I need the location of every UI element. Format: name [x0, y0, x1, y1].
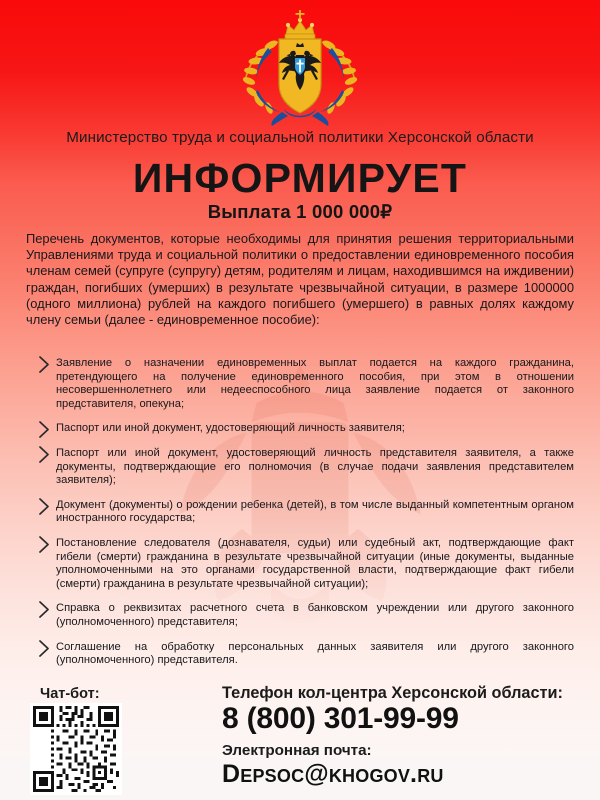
- list-item: [38, 447, 574, 488]
- list-item: [38, 602, 574, 629]
- list-item-text: Паспорт или иной документ, удостоверяющий личность заявителя;: [56, 422, 405, 435]
- list-item-text: Постановление следователя (дознавателя, судьи) или судебный акт, подтверждающие факт гибели (смерти) гражданина в результате чрезвычайной ситуации (иные документы, выданные уполномоченными на это органами государственной власти, подтверждающие факт гибели (смерти) гражданина в результате чрезвычайной ситуации);: [56, 536, 574, 590]
- email-label: Электронная почта:: [222, 742, 372, 759]
- ministry-title: Министерство труда и социальной политики Херсонской области: [66, 129, 534, 146]
- payout-amount: Выплата 1 000 000₽: [207, 201, 393, 222]
- list-item-text: Паспорт или иной документ, удостоверяющий личность представителя заявителя, а также документы, подтверждающие его полномочия (в случае подачи заявления представителем заявителя);: [56, 446, 574, 487]
- phone-number[interactable]: 8 (800) 301-99-99: [222, 702, 459, 735]
- list-item-text: Заявление о назначении единовременных выплат подается на каждого гражданина, претендующего на получение единовременного пособия, при этом в отношении несовершеннолетнего или недееспособного лица заявление подается от законного представителя, опекуна;: [56, 357, 574, 410]
- list-item: [38, 499, 574, 526]
- chatbot-label: Чат-бот:: [40, 686, 100, 702]
- chevron-right-icon: [38, 536, 51, 553]
- list-item-text: Соглашение на обработку персональных данных заявителя или другого законного (уполномоченного) представителя.: [56, 640, 574, 667]
- callcenter-label: Телефон кол-центра Херсонской области:: [222, 684, 563, 702]
- qr-code[interactable]: [30, 703, 122, 795]
- coat-of-arms: [0, 8, 600, 128]
- list-item: [38, 537, 574, 591]
- documents-list: [38, 357, 574, 668]
- chevron-right-icon: [38, 446, 51, 463]
- email-address[interactable]: Depsoc@khogov.ru: [222, 760, 444, 788]
- intro-paragraph: Перечень документов, которые необходимы для принятия решения территориальными Управлениями труда и социальной политики о предоставлении единовременного пособия членам семей (супруге (супругу) детям, родителям и лицам, находившимся на иждивении) граждан, погибших (умерших) в результате чрезвычайной ситуации, в размере 1000000 (одного миллиона) рублей на каждого погибшего (умершего) в равных долях каждому члену семьи (далее - единовременное пособие):: [26, 231, 574, 328]
- page-title: ИНФОРМИРУЕТ: [132, 155, 468, 201]
- chevron-right-icon: [38, 601, 51, 618]
- chevron-right-icon: [38, 421, 51, 438]
- list-item: [38, 357, 574, 411]
- list-item: [38, 422, 574, 436]
- chevron-right-icon: [38, 640, 51, 657]
- list-item: [38, 641, 574, 668]
- list-item-text: Справка о реквизитах расчетного счета в банковском учреждении или другого законного (уполномоченного) представителя;: [56, 602, 574, 628]
- list-item-text: Документ (документы) о рождении ребенка (детей), в том числе выданный компетентным органом иностранного государства;: [56, 498, 574, 525]
- chevron-right-icon: [38, 498, 51, 515]
- chevron-right-icon: [38, 356, 51, 373]
